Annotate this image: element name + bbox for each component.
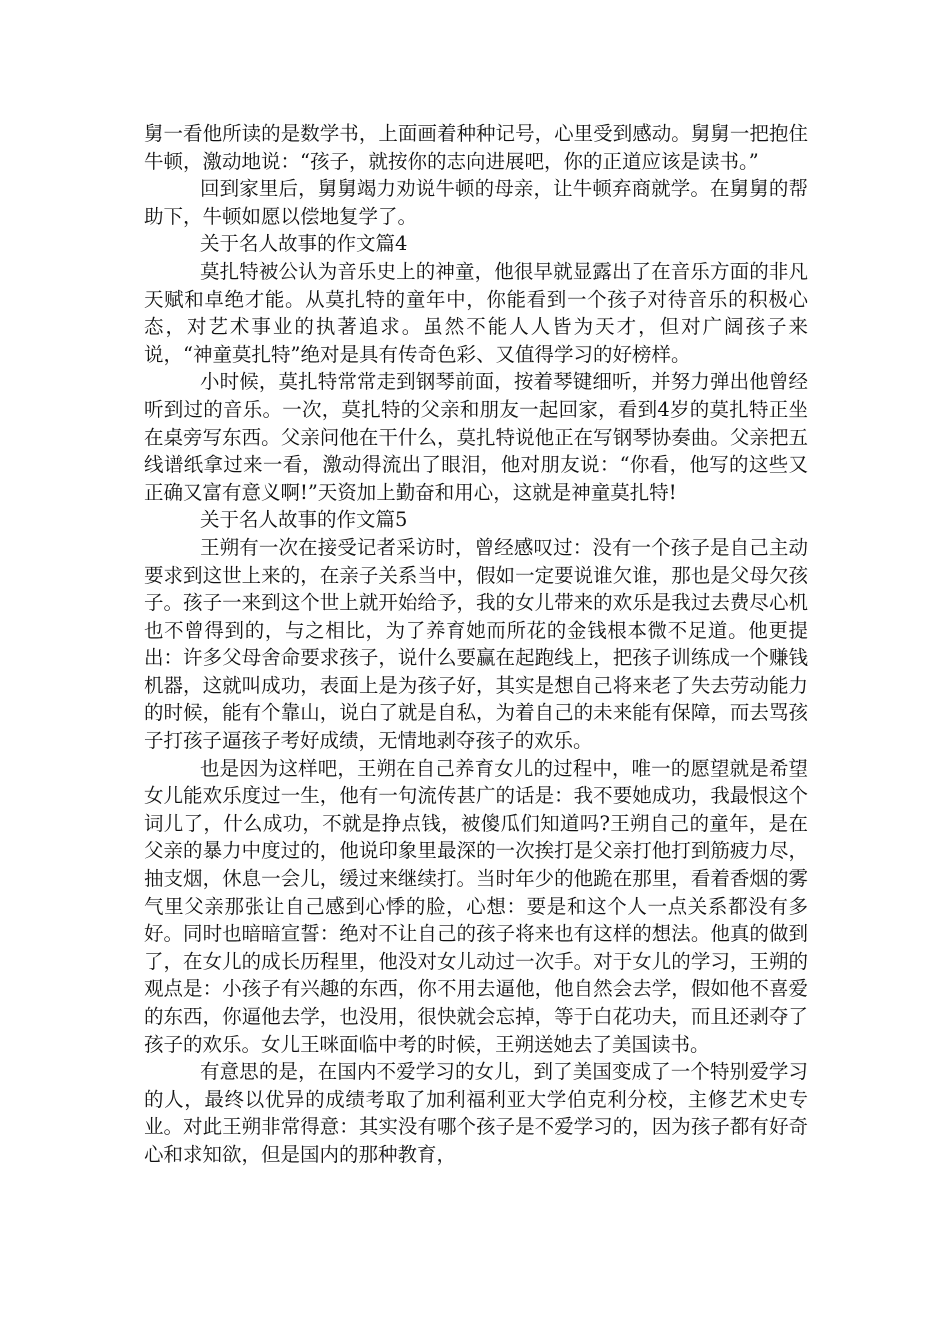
paragraph-7: 有意思的是，在国内不爱学习的女儿，到了美国变成了一个特别爱学习的人，最终以优异的成绩考取了加利福利亚大学伯克利分校，主修艺术史专业。对此王朔非常得意：其实没有哪个孩子是不爱学习的，因为孩子都有好奇心和求知欲，但是国内的那种教育， [144, 1060, 808, 1166]
paragraph-1: 舅一看他所读的是数学书，上面画着种种记号，心里受到感动。舅舅一把抱住牛顿，激动地说：“孩子，就按你的志向进展吧，你的正道应该是读书。” [144, 122, 808, 173]
section-heading-5: 关于名人故事的作文篇5 [200, 508, 408, 532]
paragraph-6: 也是因为这样吧，王朔在自己养育女儿的过程中，唯一的愿望就是希望女儿能欢乐度过一生，他有一句流传甚广的话是：我不要她成功，我最恨这个词儿了，什么成功，不就是挣点钱，被傻瓜们知道吗?王朔自己的童年，是在父亲的暴力中度过的，他说印象里最深的一次挨打是父亲打他打到筋疲力尽，抽支烟，休息一会儿，缓过来继续打。当时年少的他跪在那里，看着香烟的雾气里父亲那张让自己感到心悸的脸，心想：要是和这个人一点关系都没有多好。同时也暗暗宣誓：绝对不让自己的孩子将来也有这样的想法。他真的做到了，在女儿的成长历程里，他没对女儿动过一次手。对于女儿的学习，王朔的观点是：小孩子有兴趣的东西，你不用去逼他，他自然会去学，假如他不喜爱的东西，你逼他去学，也没用，很快就会忘掉，等于白花功夫，而且还剥夺了孩子的欢乐。女儿王咪面临中考的时候，王朔送她去了美国读书。 [144, 756, 808, 1056]
document-page [144, 120, 808, 1169]
paragraph-5: 王朔有一次在接受记者采访时，曾经感叹过：没有一个孩子是自己主动要求到这世上来的，在亲子关系当中，假如一定要说谁欠谁，那也是父母欠孩子。孩子一来到这个世上就开始给予，我的女儿带来的欢乐是我过去费尽心机也不曾得到的，与之相比，为了养育她而所花的金钱根本微不足道。他更提出：许多父母舍命要求孩子，说什么要赢在起跑线上，把孩子训练成一个赚钱机器，这就叫成功，表面上是为孩子好，其实是想自己将来老了失去劳动能力的时候，能有个靠山，说白了就是自私，为着自己的未来能有保障，而去骂孩子打孩子逼孩子考好成绩，无情地剥夺孩子的欢乐。 [144, 535, 808, 753]
section-heading-4: 关于名人故事的作文篇4 [200, 232, 408, 256]
paragraph-4: 小时候，莫扎特常常走到钢琴前面，按着琴键细听，并努力弹出他曾经听到过的音乐。一次，莫扎特的父亲和朋友一起回家，看到4岁的莫扎特正坐在桌旁写东西。父亲问他在干什么，莫扎特说他正在写钢琴协奏曲。父亲把五线谱纸拿过来一看，激动得流出了眼泪，他对朋友说：“你看，他写的这些又正确又富有意义啊!”天资加上勤奋和用心，这就是神童莫扎特! [144, 370, 808, 504]
paragraph-3: 莫扎特被公认为音乐史上的神童，他很早就显露出了在音乐方面的非凡天赋和卓绝才能。从莫扎特的童年中，你能看到一个孩子对待音乐的积极心态，对艺术事业的执著追求。虽然不能人人皆为天才，但对广阔孩子来说，“神童莫扎特”绝对是具有传奇色彩、又值得学习的好榜样。 [144, 259, 808, 366]
paragraph-2: 回到家里后，舅舅竭力劝说牛顿的母亲，让牛顿弃商就学。在舅舅的帮助下，牛顿如愿以偿地复学了。 [144, 177, 808, 228]
